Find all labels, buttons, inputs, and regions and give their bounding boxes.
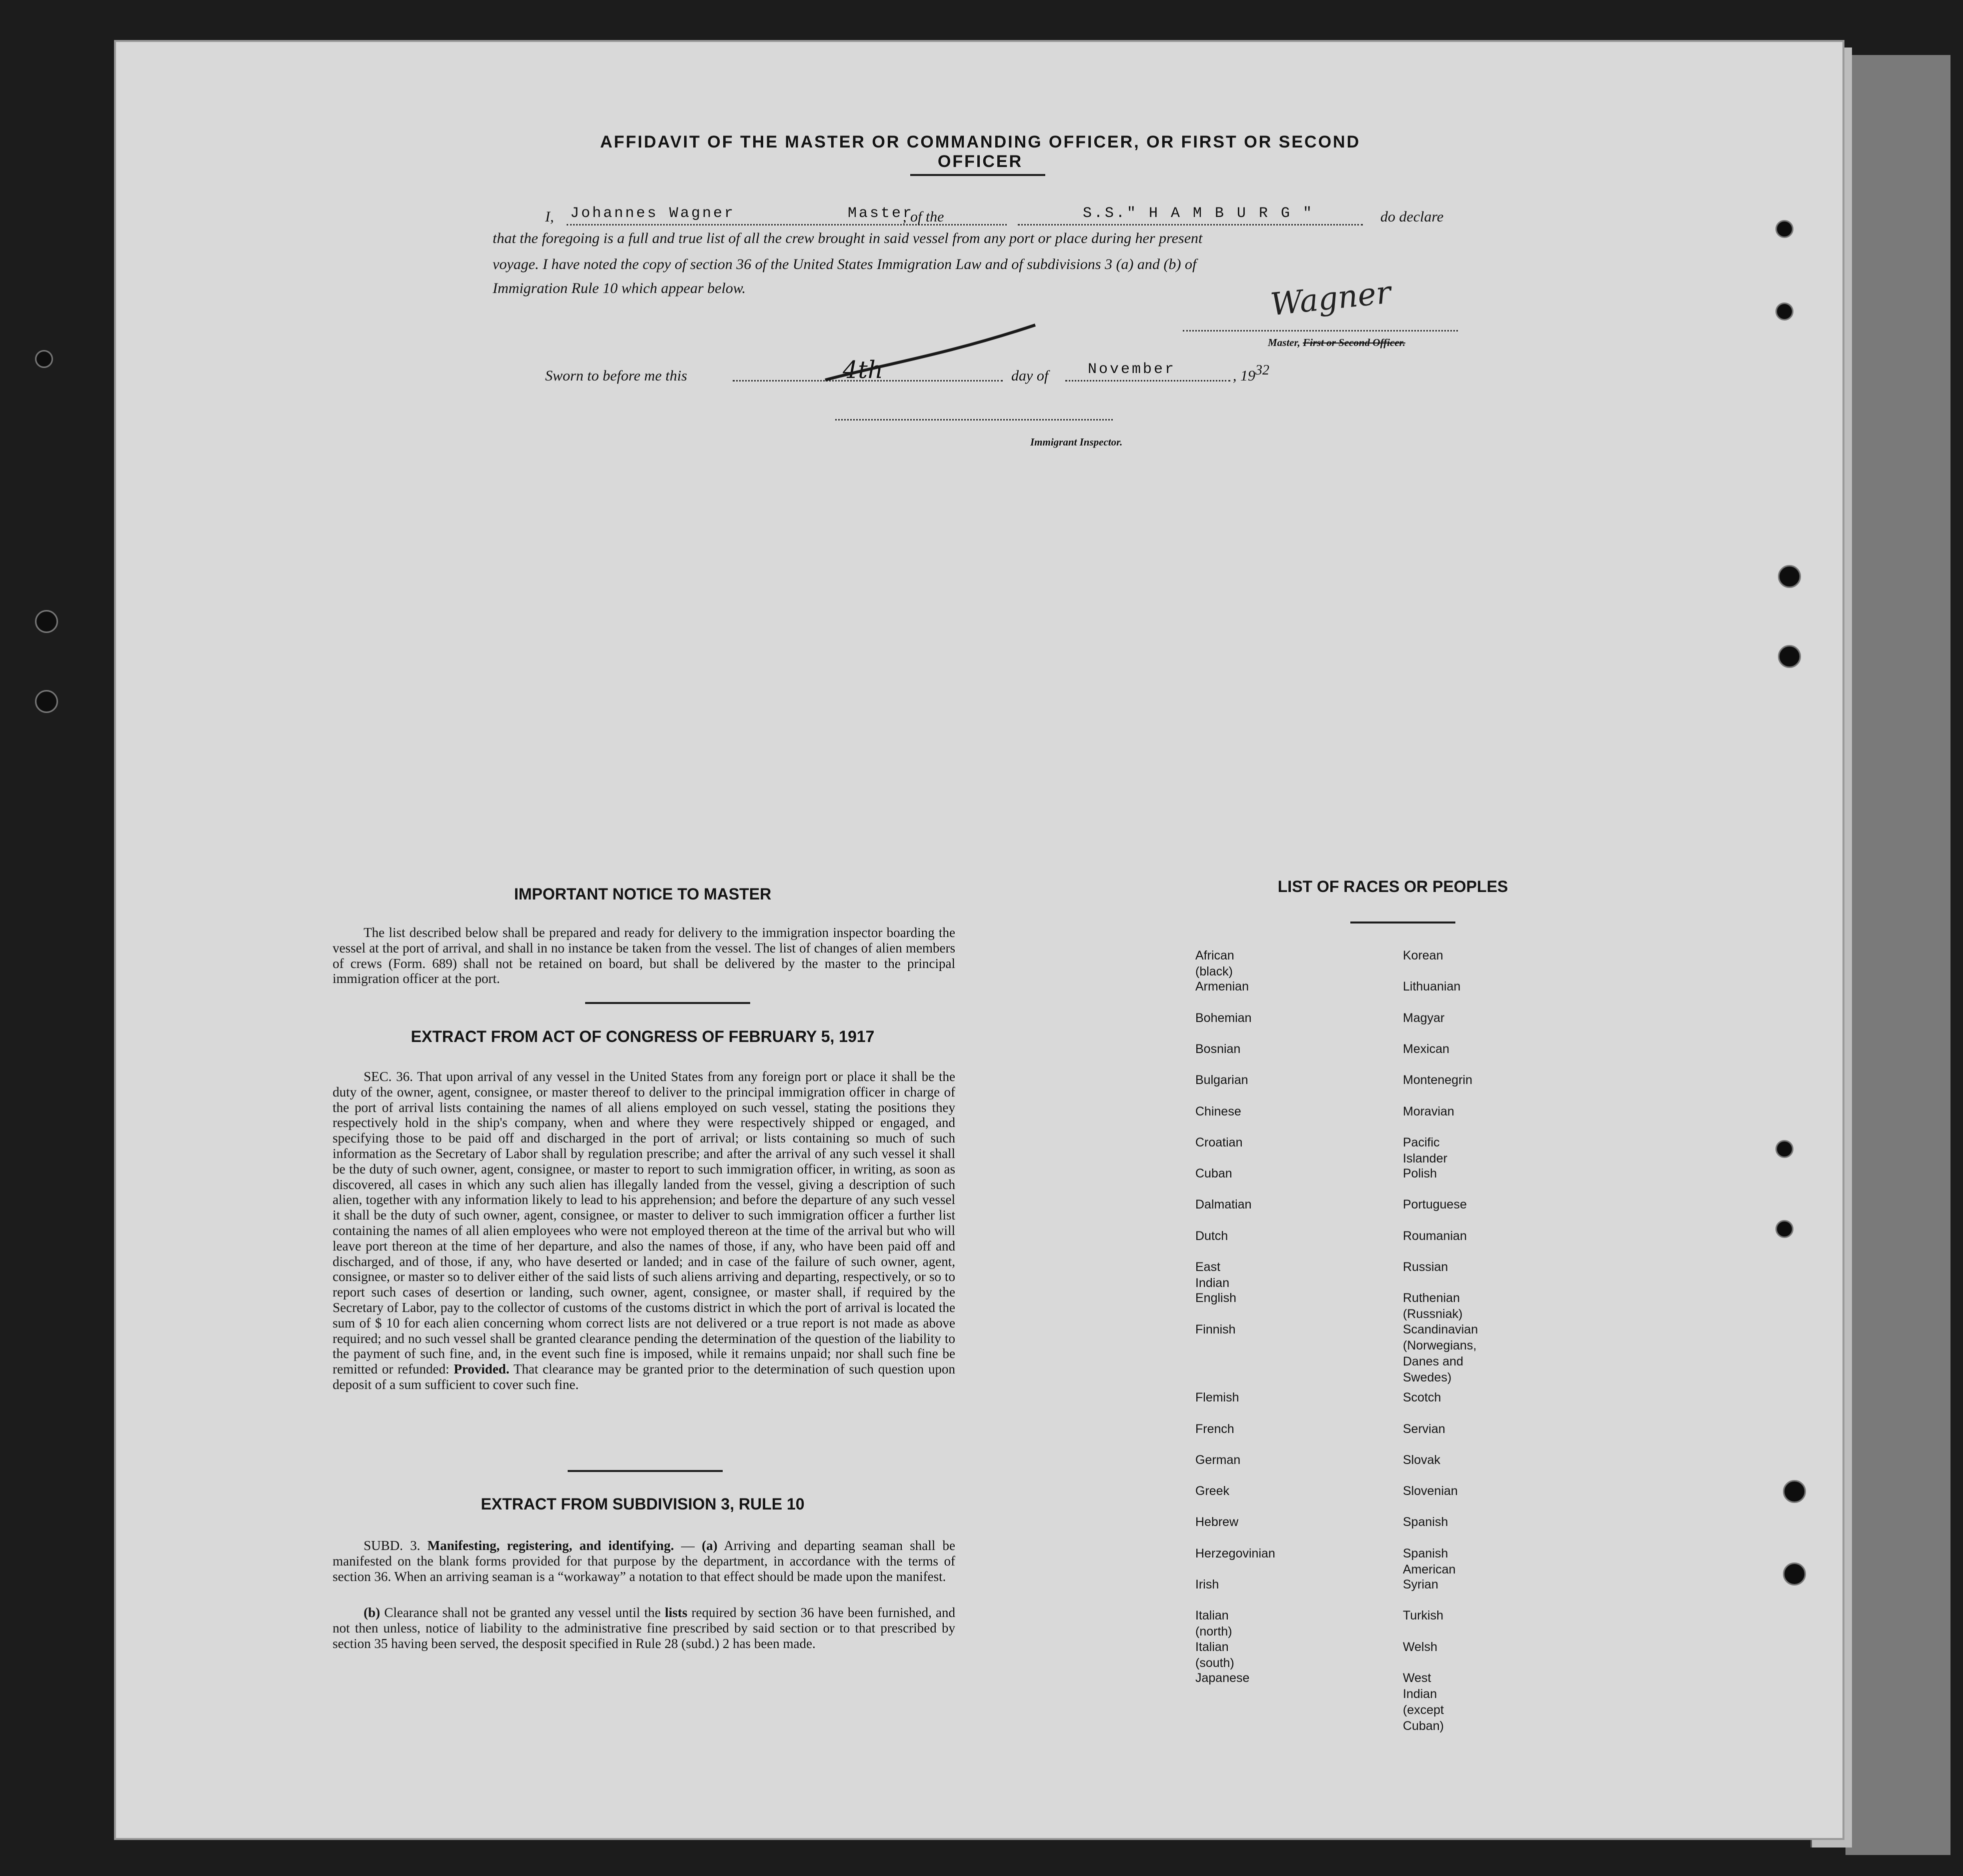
year-prefix: , 19 <box>1233 368 1255 384</box>
vessel-name: S.S." H A M B U R G " <box>1083 205 1314 222</box>
declaration-line-2: that the foregoing is a full and true list of all the crew brought in said vessel from any port or place during her present <box>493 230 1203 246</box>
race-item: Chinese <box>1195 1104 1241 1118</box>
race-item: Spanish <box>1403 1515 1448 1530</box>
race-item: Korean <box>1403 948 1443 962</box>
a-text: Arriving and departing seaman shall be manifested on the blank forms provided for that purpose by the department, in accordance with the terms of section 36. When an arriving seaman is a “workaway” a notation to that effect should be made upon the manifest. <box>333 1538 956 1584</box>
binder-hole <box>35 610 58 633</box>
race-item: Dutch <box>1195 1228 1228 1243</box>
race-item: Slovenian <box>1403 1484 1458 1498</box>
subd-heading: Manifesting, registering, and identifying. <box>427 1538 674 1553</box>
race-item: Armenian <box>1195 980 1249 994</box>
subd-label: SUBD. 3. <box>364 1538 421 1553</box>
race-item: Welsh <box>1403 1640 1438 1654</box>
act-body: SEC. 36. That upon arrival of any vessel in the United States from any foreign port or place it shall be the duty of the owner, agent, consignee, or master thereof to deliver to the principal immigration officer in charge of the port of arrival lists containing the names of all aliens employed on such vessel, stating the positions they respectively hold in the ship's company, when and where they were respectively shipped or engaged, and specifying those to be paid off and discharged in the port of arrival; or lists containing so much of such information as the Secretary of Labor shall by regulation prescribe; and after the arrival of any such vessel it shall be the duty of such owner, agent, consignee, or master to report to such immigration officer, in writing, as soon as discovered, all cases in which any such alien has illegally landed from the vessel, giving a description of such alien, together with any information likely to lead to his apprehension; and before the departure of any such vessel it shall be the duty of such owner, agent, consignee, or master to deliver to such immigration officer a further list containing the names of all alien employees who were not employed thereon at the time of the arrival but who will leave port thereon at the time of her departure, and also the names of those, if any, who have been paid off and discharged, and of those, if any, who have deserted or landed; and in case of the failure of such owner, agent, consignee, or master so to deliver either of the said lists of such aliens arriving and departing, respectively, or so to report such cases of desertion or landing, such owner, agent, consignee, or master shall, if required by the Secretary of Labor, pay to the collector of customs of the customs district in which the port of arrival is located the sum of $ 10 for each alien concerning whom correct lists are not delivered or a true report is not made as above required; and no such vessel shall be granted clearance pending the determination of the question of the liability to the payment of such fine, and, in the event such fine is imposed, while it remains unpaid; nor shall such fine be remitted or refunded: <box>333 1069 955 1377</box>
rule-extract-a <box>333 1538 955 1584</box>
signature-dotline <box>1183 330 1458 332</box>
sworn-month: November <box>1088 361 1176 378</box>
binder-hole <box>1778 565 1801 588</box>
subd-dash: — <box>674 1538 702 1553</box>
race-item: Magyar <box>1403 1010 1445 1025</box>
title-underline <box>910 174 1045 176</box>
race-item: Spanish American <box>1403 1546 1456 1576</box>
of-the-label: , of the <box>903 208 944 225</box>
month-dotline <box>1065 380 1230 382</box>
binder-hole <box>1778 645 1801 668</box>
race-item: Greek <box>1195 1484 1230 1498</box>
notice-underline <box>585 1002 750 1004</box>
race-item: Scandinavian (Norwegians, Danes and Swedes) <box>1403 1322 1478 1384</box>
binder-hole <box>35 350 53 368</box>
race-item: Croatian <box>1195 1135 1243 1150</box>
race-item: Dalmatian <box>1195 1198 1252 1212</box>
race-item: Cuban <box>1195 1166 1232 1181</box>
binder-hole <box>1783 1480 1806 1503</box>
binder-hole <box>1775 302 1793 320</box>
back-sheet <box>1845 55 1950 1855</box>
master-signature: Wagner <box>1268 274 1393 323</box>
notice-text: The list described below shall be prepared and ready for delivery to the immigration inspector boarding the vessel at the port of arrival, and shall in no instance be taken from the vessel. The list of changes of alien members of crews (Form. 689) shall not be retained on board, but shall be delivered by the master to the principal immigration officer at the port. <box>333 925 955 986</box>
race-item: African (black) <box>1195 948 1234 978</box>
race-item: Polish <box>1403 1166 1437 1181</box>
day-of-label: day of <box>1011 368 1049 384</box>
races-title: LIST OF RACES OR PEOPLES <box>1277 878 1508 896</box>
signature-caption <box>1268 336 1405 349</box>
race-item: German <box>1195 1452 1241 1467</box>
binder-hole <box>1783 1562 1806 1586</box>
race-item: Hebrew <box>1195 1515 1239 1530</box>
master-rank: Master <box>848 205 914 222</box>
do-declare-label: do declare <box>1380 208 1444 225</box>
race-item: Servian <box>1403 1422 1445 1436</box>
act-extract-title: EXTRACT FROM ACT OF CONGRESS OF FEBRUARY 5, 1917 <box>411 1028 875 1046</box>
race-item: Roumanian <box>1403 1228 1467 1243</box>
caption-master: Master, <box>1268 336 1300 348</box>
a-label: (a) <box>702 1538 718 1553</box>
binder-hole <box>1775 1220 1793 1238</box>
b-lists: lists <box>665 1605 688 1620</box>
race-item: French <box>1195 1422 1234 1436</box>
race-item: Japanese <box>1195 1670 1250 1685</box>
master-name: Johannes Wagner <box>570 205 736 222</box>
race-item: Russian <box>1403 1260 1448 1274</box>
races-underline <box>1350 922 1455 924</box>
provided-label: Provided. <box>454 1362 510 1377</box>
race-item: West Indian (except Cuban) <box>1403 1670 1444 1733</box>
inspector-caption: Immigrant Inspector. <box>1030 436 1123 448</box>
binder-hole <box>1775 220 1793 238</box>
race-item: Irish <box>1195 1578 1219 1592</box>
binder-hole <box>35 690 58 713</box>
declaration-line-3: voyage. I have noted the copy of section 36 of the United States Immigration Law and of subdivisions 3 (a) and (b) of <box>493 256 1197 272</box>
race-item: Moravian <box>1403 1104 1454 1118</box>
rule-extract-title: EXTRACT FROM SUBDIVISION 3, RULE 10 <box>481 1495 805 1513</box>
race-item: Flemish <box>1195 1390 1239 1405</box>
b-label: (b) <box>364 1605 380 1620</box>
inspector-dotline <box>835 419 1113 420</box>
race-item: Ruthenian (Russniak) <box>1403 1291 1463 1322</box>
race-item: Pacific Islander <box>1403 1135 1447 1166</box>
race-item: Slovak <box>1403 1452 1441 1467</box>
binder-hole <box>1775 1140 1793 1158</box>
race-item: Mexican <box>1403 1042 1450 1056</box>
declaration-line-1 <box>493 206 1458 228</box>
race-item: Italian (north) <box>1195 1608 1232 1639</box>
race-item: East Indian <box>1195 1260 1230 1290</box>
act-underline <box>568 1470 723 1472</box>
race-item: Turkish <box>1403 1608 1444 1623</box>
race-item: Bosnian <box>1195 1042 1241 1056</box>
race-item: Montenegrin <box>1403 1073 1472 1088</box>
race-item: Bohemian <box>1195 1010 1252 1025</box>
rule-extract-b <box>333 1605 955 1651</box>
b-text-1: Clearance shall not be granted any vessel until the <box>384 1605 661 1620</box>
race-item: Herzegovinian <box>1195 1546 1275 1560</box>
year-handwritten: 32 <box>1255 362 1269 378</box>
race-item: Finnish <box>1195 1322 1236 1336</box>
caption-struck-officer: First or Second Officer. <box>1303 336 1405 348</box>
sworn-label: Sworn to before me this <box>545 368 687 384</box>
declaration-line-4: Immigration Rule 10 which appear below. <box>493 280 746 296</box>
race-item: Italian (south) <box>1195 1640 1234 1670</box>
race-item: Syrian <box>1403 1578 1438 1592</box>
act-extract-text <box>333 1069 955 1392</box>
sworn-day: 4th <box>843 356 883 384</box>
race-item: Lithuanian <box>1403 980 1461 994</box>
race-item: Portuguese <box>1403 1198 1467 1212</box>
b-text-2: required by section 36 have been furnished, and not then unless, notice of liability to the administrative fine prescribed by said section or to that prescribed by section 35 having been served, the desposit specified in Rule 28 (subd.) 2 has been made. <box>333 1605 956 1651</box>
race-item: Bulgarian <box>1195 1073 1248 1088</box>
year-label <box>1233 362 1269 384</box>
race-item: English <box>1195 1291 1236 1306</box>
notice-title: IMPORTANT NOTICE TO MASTER <box>514 885 772 903</box>
race-item: Scotch <box>1403 1390 1441 1405</box>
pronoun: I, <box>545 208 554 225</box>
act-tail: That clearance may be granted prior to the determination of such question upon deposit of a sum sufficient to cover such fine. <box>333 1362 956 1392</box>
affidavit-title: AFFIDAVIT OF THE MASTER OR COMMANDING OFFICER, OR FIRST OR SECOND OFFICER <box>600 132 1361 171</box>
